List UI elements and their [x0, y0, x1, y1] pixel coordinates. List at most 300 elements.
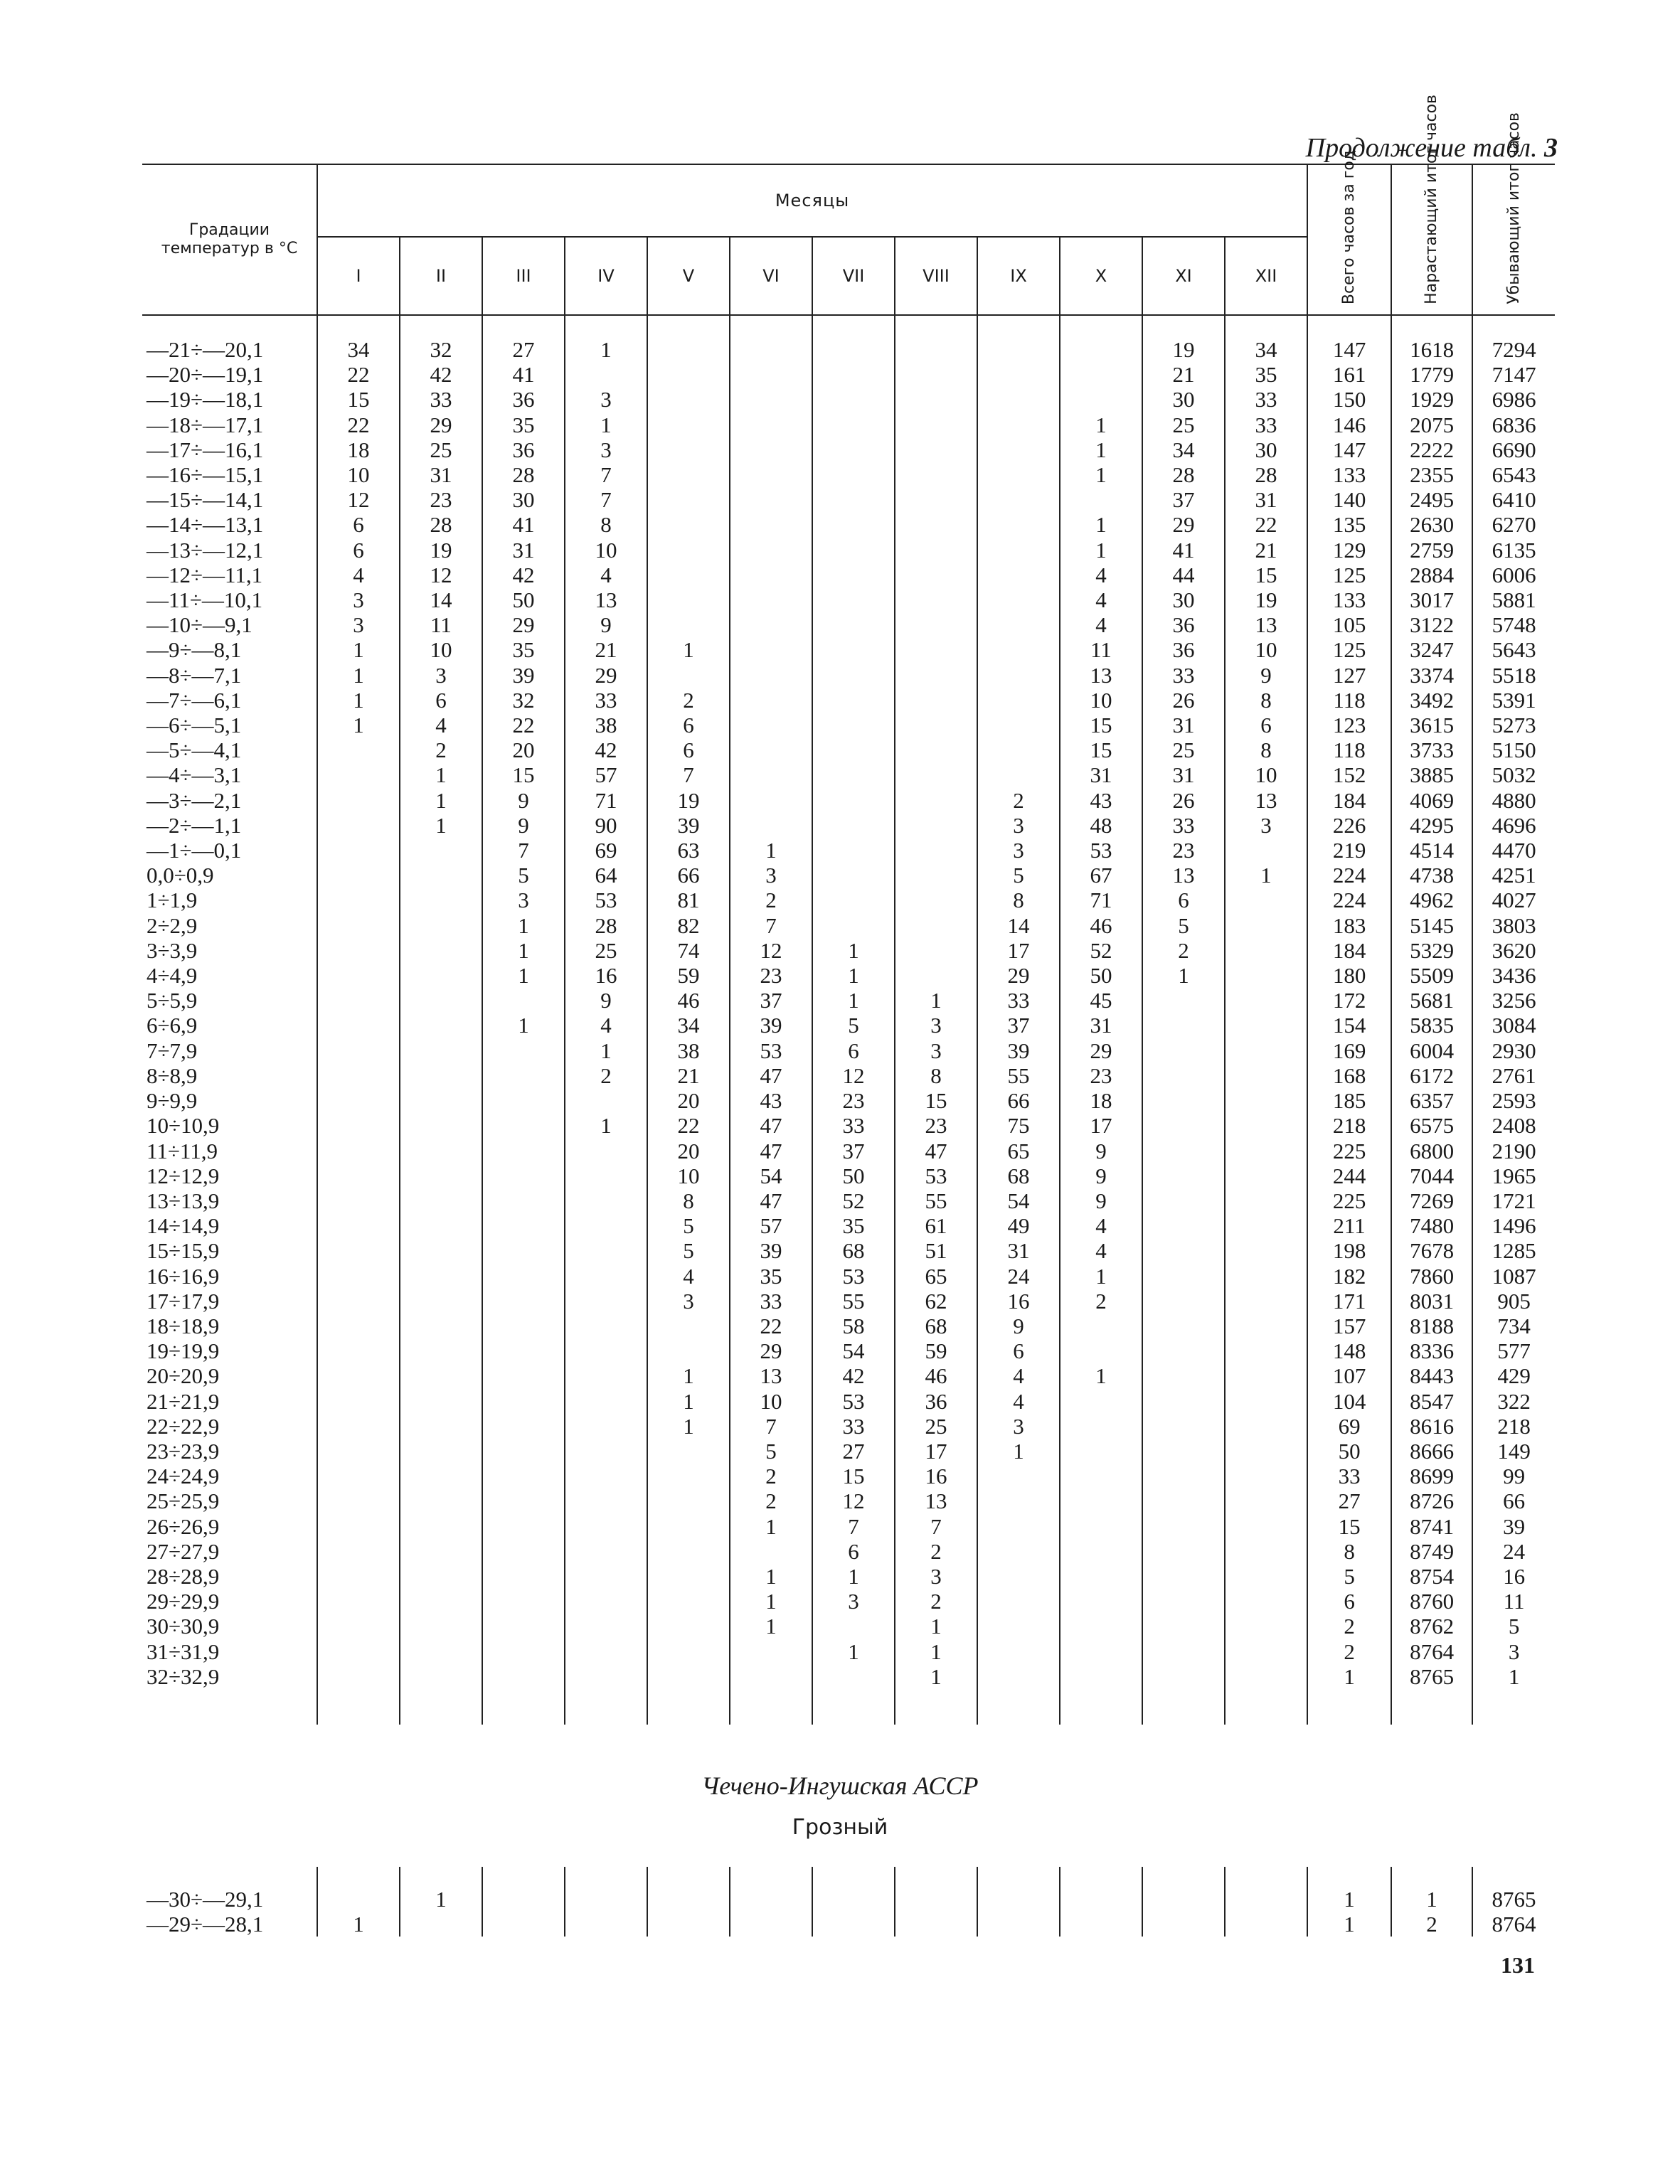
month-cell: [1060, 387, 1142, 412]
month-cell: [895, 963, 977, 988]
month-cell: 1: [812, 1639, 895, 1664]
month-cell: [977, 1639, 1060, 1664]
month-cell: [317, 888, 400, 912]
decreasing-cell: 6986: [1472, 387, 1555, 412]
month-cell: [812, 713, 895, 737]
month-cell: [647, 1664, 730, 1689]
cumulative-cell: 3885: [1391, 762, 1472, 787]
month-cell: [647, 538, 730, 563]
gradation-cell: 21÷21,9: [147, 1388, 220, 1414]
month-cell: 16: [977, 1289, 1060, 1314]
month-cell: 39: [730, 1238, 812, 1263]
month-cell: [317, 1539, 400, 1564]
month-cell: 43: [730, 1088, 812, 1113]
decreasing-cell: 4696: [1472, 813, 1555, 838]
total-cell: 129: [1307, 538, 1391, 563]
cumulative-cell: 8754: [1391, 1564, 1472, 1589]
table-row: [142, 1063, 1555, 1088]
month-cell: 7: [565, 462, 647, 487]
month-cell: [647, 1564, 730, 1589]
gradation-cell: 12÷12,9: [147, 1163, 220, 1188]
table-row: [142, 1589, 1555, 1614]
cumulative-cell: 4738: [1391, 863, 1472, 888]
month-cell: [482, 1088, 565, 1113]
month-cell: [730, 337, 812, 362]
month-cell: [977, 563, 1060, 587]
month-cell: 3: [647, 1289, 730, 1314]
month-cell: 10: [1225, 637, 1307, 662]
total-cell: 161: [1307, 362, 1391, 387]
total-cell: 172: [1307, 988, 1391, 1013]
month-cell: [482, 1264, 565, 1289]
month-cell: [812, 412, 895, 437]
month-cell: [730, 412, 812, 437]
month-cell: 30: [1225, 437, 1307, 462]
month-cell: [317, 1314, 400, 1338]
month-cell: 8: [647, 1188, 730, 1213]
month-cell: [482, 1363, 565, 1388]
month-cell: [1142, 1589, 1225, 1614]
month-cell: 5: [977, 863, 1060, 888]
month-cell: [1060, 1912, 1142, 1937]
month-cell: [565, 1539, 647, 1564]
month-cell: 1: [812, 938, 895, 963]
total-cell: 244: [1307, 1163, 1391, 1188]
total-cell: 150: [1307, 387, 1391, 412]
month-cell: [730, 1664, 812, 1689]
month-cell: [1142, 1488, 1225, 1513]
month-cell: [895, 663, 977, 688]
month-cell: 13: [895, 1488, 977, 1513]
month-cell: 15: [1225, 563, 1307, 587]
month-cell: 21: [1225, 538, 1307, 563]
month-cell: 6: [1142, 888, 1225, 912]
cumulative-cell: 6575: [1391, 1113, 1472, 1138]
grozny-table: [142, 1867, 1555, 1937]
month-cell: 1: [482, 1013, 565, 1038]
gradation-cell: 3÷3,9: [147, 937, 198, 963]
month-cell: [895, 688, 977, 713]
month-cell: 24: [977, 1264, 1060, 1289]
month-cell: 30: [482, 487, 565, 512]
month-cell: 9: [482, 788, 565, 813]
month-cell: [1060, 1564, 1142, 1589]
table-row: [142, 1188, 1555, 1213]
month-cell: 1: [482, 938, 565, 963]
month-cell: 12: [400, 563, 482, 587]
month-cell: 1: [400, 788, 482, 813]
month-cell: [895, 713, 977, 737]
month-cell: [1142, 1887, 1225, 1912]
month-cell: [400, 1038, 482, 1063]
month-cell: [400, 913, 482, 938]
month-cell: 3: [977, 838, 1060, 863]
month-cell: [647, 612, 730, 637]
cumulative-cell: 7480: [1391, 1213, 1472, 1238]
gradation-cell: 27÷27,9: [147, 1538, 220, 1564]
month-cell: [895, 888, 977, 912]
month-cell: [482, 1464, 565, 1488]
total-cell: 225: [1307, 1188, 1391, 1213]
month-cell: [647, 412, 730, 437]
month-cell: [1142, 1289, 1225, 1314]
month-cell: 64: [565, 863, 647, 888]
month-cell: [317, 1163, 400, 1188]
month-cell: 37: [977, 1013, 1060, 1038]
month-cell: 36: [1142, 637, 1225, 662]
month-cell: [317, 1389, 400, 1414]
month-cell: 18: [317, 437, 400, 462]
month-cell: [977, 1614, 1060, 1639]
month-cell: [647, 587, 730, 612]
month-cell: 32: [400, 337, 482, 362]
total-cell: 147: [1307, 437, 1391, 462]
table-row: [142, 1514, 1555, 1539]
decreasing-cell: 5518: [1472, 663, 1555, 688]
month-cell: [895, 563, 977, 587]
month-cell: [482, 1912, 565, 1937]
month-cell: 33: [565, 688, 647, 713]
gradation-cell: —29÷—28,1: [147, 1912, 264, 1937]
month-cell: 68: [895, 1314, 977, 1338]
month-cell: 19: [1225, 587, 1307, 612]
month-cell: 22: [317, 362, 400, 387]
cumulative-cell: 6800: [1391, 1139, 1472, 1163]
month-cell: [895, 437, 977, 462]
gradation-cell: —16÷—15,1: [147, 462, 264, 488]
cumulative-cell: 6357: [1391, 1088, 1472, 1113]
month-cell: [1225, 1314, 1307, 1338]
month-cell: 33: [1142, 663, 1225, 688]
month-cell: [400, 1389, 482, 1414]
month-cell: [1142, 1639, 1225, 1664]
month-cell: 1: [895, 1664, 977, 1689]
month-cell: 16: [895, 1464, 977, 1488]
table-row: [142, 538, 1555, 563]
month-cell: 35: [482, 637, 565, 662]
month-cell: 4: [977, 1389, 1060, 1414]
month-cell: [730, 688, 812, 713]
month-cell: 25: [1142, 737, 1225, 762]
month-cell: [400, 1564, 482, 1589]
month-cell: 47: [730, 1139, 812, 1163]
month-cell: [400, 1539, 482, 1564]
table-row: [142, 963, 1555, 988]
month-cell: 52: [812, 1188, 895, 1213]
month-cell: [400, 1264, 482, 1289]
month-cell: 13: [1142, 863, 1225, 888]
month-cell: [317, 1264, 400, 1289]
month-cell: 32: [482, 688, 565, 713]
month-cell: 1: [565, 1113, 647, 1138]
gradation-cell: 13÷13,9: [147, 1188, 220, 1213]
table-row: [142, 1439, 1555, 1464]
decreasing-cell: 4027: [1472, 888, 1555, 912]
month-cell: 65: [977, 1139, 1060, 1163]
cumulative-cell: 8749: [1391, 1539, 1472, 1564]
month-cell: 54: [977, 1188, 1060, 1213]
month-cell: [317, 1063, 400, 1088]
cumulative-cell: 8616: [1391, 1414, 1472, 1439]
month-cell: 5: [1142, 913, 1225, 938]
cumulative-cell: 8760: [1391, 1589, 1472, 1614]
month-cell: 1: [1060, 1264, 1142, 1289]
month-cell: 1: [812, 988, 895, 1013]
gradation-cell: 10÷10,9: [147, 1113, 220, 1139]
total-cell: 1: [1307, 1887, 1391, 1912]
total-cell: 50: [1307, 1439, 1391, 1464]
month-cell: 39: [977, 1038, 1060, 1063]
gradation-cell: —18÷—17,1: [147, 412, 264, 437]
gradation-cell: 5÷5,9: [147, 988, 198, 1013]
month-cell: 50: [812, 1163, 895, 1188]
month-cell: [730, 563, 812, 587]
month-cell: 1: [730, 838, 812, 863]
month-cell: [482, 1139, 565, 1163]
month-cell: 38: [647, 1038, 730, 1063]
gradation-cell: 2÷2,9: [147, 912, 198, 938]
cumulative-cell: 8031: [1391, 1289, 1472, 1314]
table-row: [142, 762, 1555, 787]
month-cell: 1: [317, 1912, 400, 1937]
total-cell: 184: [1307, 938, 1391, 963]
month-cell: [1225, 1238, 1307, 1263]
month-cell: [1060, 1887, 1142, 1912]
total-cell: 123: [1307, 713, 1391, 737]
month-cell: 35: [730, 1264, 812, 1289]
month-cell: [647, 387, 730, 412]
month-cell: [1060, 1639, 1142, 1664]
month-cell: [730, 663, 812, 688]
month-cell: 6: [812, 1038, 895, 1063]
month-cell: 69: [565, 838, 647, 863]
month-cell: [812, 1887, 895, 1912]
cumulative-cell: 3492: [1391, 688, 1472, 713]
month-cell: [400, 1363, 482, 1388]
month-cell: [647, 1589, 730, 1614]
month-cell: [565, 1139, 647, 1163]
gradation-cell: —21÷—20,1: [147, 337, 264, 362]
month-cell: 1: [647, 637, 730, 662]
table-row: [142, 1389, 1555, 1414]
month-cell: [730, 437, 812, 462]
month-cell: [730, 512, 812, 537]
month-cell: [977, 1539, 1060, 1564]
month-cell: [565, 1289, 647, 1314]
month-cell: 1: [565, 1038, 647, 1063]
cumulative-cell: 4514: [1391, 838, 1472, 863]
month-cell: 1: [317, 637, 400, 662]
month-cell: 11: [400, 612, 482, 637]
month-cell: 53: [812, 1264, 895, 1289]
total-cell: 157: [1307, 1314, 1391, 1338]
cumulative-cell: 7044: [1391, 1163, 1472, 1188]
month-cell: 1: [1060, 538, 1142, 563]
month-cell: 37: [730, 988, 812, 1013]
table-row: [142, 1614, 1555, 1639]
month-cell: [400, 1113, 482, 1138]
month-cell: [977, 713, 1060, 737]
month-cell: 7: [812, 1514, 895, 1539]
month-cell: 3: [895, 1564, 977, 1589]
month-cell: 3: [317, 587, 400, 612]
month-cell: [1225, 1539, 1307, 1564]
month-cell: [317, 913, 400, 938]
table-row: [142, 913, 1555, 938]
table-row: [142, 1013, 1555, 1038]
month-cell: 19: [1142, 337, 1225, 362]
month-cell: [977, 1887, 1060, 1912]
month-cell: 6: [812, 1539, 895, 1564]
month-cell: [647, 563, 730, 587]
gradation-cell: —6÷—5,1: [147, 713, 242, 738]
month-cell: [400, 1213, 482, 1238]
month-cell: [730, 462, 812, 487]
month-cell: [400, 1664, 482, 1689]
month-cell: 10: [1060, 688, 1142, 713]
month-cell: [812, 838, 895, 863]
cumulative-cell: 8443: [1391, 1363, 1472, 1388]
month-cell: [400, 1188, 482, 1213]
cumulative-cell: 2: [1391, 1912, 1472, 1937]
month-cell: [977, 1664, 1060, 1689]
month-cell: [730, 637, 812, 662]
decreasing-cell: 4470: [1472, 838, 1555, 863]
month-cell: 38: [565, 713, 647, 737]
month-cell: [1060, 1338, 1142, 1363]
page-number: 131: [1501, 1952, 1535, 1978]
month-cell: [1060, 1514, 1142, 1539]
month-cell: 15: [812, 1464, 895, 1488]
month-cell: 36: [482, 387, 565, 412]
table-row: [142, 1464, 1555, 1488]
month-cell: 33: [812, 1414, 895, 1439]
month-cell: 46: [895, 1363, 977, 1388]
month-cell: 68: [812, 1238, 895, 1263]
month-cell: [1225, 938, 1307, 963]
gradation-cell: 8÷8,9: [147, 1062, 198, 1088]
month-cell: [482, 1063, 565, 1088]
month-cell: [400, 1912, 482, 1937]
table-row: [142, 1564, 1555, 1589]
month-cell: [1142, 1514, 1225, 1539]
month-cell: 7: [730, 913, 812, 938]
cumulative-cell: 3247: [1391, 637, 1472, 662]
decreasing-cell: 99: [1472, 1464, 1555, 1488]
month-cell: [317, 1464, 400, 1488]
month-cell: [977, 387, 1060, 412]
month-cell: [400, 863, 482, 888]
month-cell: [730, 713, 812, 737]
month-cell: [1142, 1664, 1225, 1689]
month-cell: [1142, 1264, 1225, 1289]
month-cell: [1225, 1013, 1307, 1038]
month-cell: 17: [895, 1439, 977, 1464]
month-cell: 59: [895, 1338, 977, 1363]
month-cell: 42: [565, 737, 647, 762]
total-cell: 219: [1307, 838, 1391, 863]
month-cell: [317, 1038, 400, 1063]
month-cell: [730, 612, 812, 637]
month-cell: 6: [1225, 713, 1307, 737]
month-cell: [1225, 1264, 1307, 1289]
month-cell: [647, 1539, 730, 1564]
month-cell: [317, 1139, 400, 1163]
month-cell: 33: [977, 988, 1060, 1013]
month-cell: 5: [647, 1213, 730, 1238]
month-cell: [977, 1912, 1060, 1937]
cumulative-cell: 5145: [1391, 913, 1472, 938]
month-cell: 13: [565, 587, 647, 612]
month-cell: 27: [812, 1439, 895, 1464]
cumulative-cell: 8547: [1391, 1389, 1472, 1414]
month-cell: [1225, 1514, 1307, 1539]
month-cell: 31: [482, 538, 565, 563]
month-cell: 12: [730, 938, 812, 963]
decreasing-cell: 577: [1472, 1338, 1555, 1363]
month-cell: 33: [400, 387, 482, 412]
decreasing-cell: 3256: [1472, 988, 1555, 1013]
month-cell: 43: [1060, 788, 1142, 813]
month-cell: 6: [647, 737, 730, 762]
month-cell: [647, 362, 730, 387]
gradation-cell: 16÷16,9: [147, 1263, 220, 1289]
table-row: [142, 1264, 1555, 1289]
month-cell: [317, 1088, 400, 1113]
month-cell: 4: [565, 1013, 647, 1038]
cumulative-cell: 8188: [1391, 1314, 1472, 1338]
month-cell: [565, 1088, 647, 1113]
month-cell: 1: [977, 1439, 1060, 1464]
month-cell: [812, 1664, 895, 1689]
month-cell: 36: [482, 437, 565, 462]
month-cell: [812, 913, 895, 938]
gradation-cell: —13÷—12,1: [147, 537, 264, 563]
month-cell: 6: [400, 688, 482, 713]
gradation-cell: 4÷4,9: [147, 963, 198, 989]
total-cell: 125: [1307, 563, 1391, 587]
month-cell: [730, 587, 812, 612]
gradation-cell: —14÷—13,1: [147, 512, 264, 538]
month-cell: 21: [565, 637, 647, 662]
month-header-1: I: [317, 237, 400, 315]
month-cell: [400, 938, 482, 963]
month-cell: 8: [977, 888, 1060, 912]
gradation-cell: 20÷20,9: [147, 1363, 220, 1389]
month-cell: [482, 1213, 565, 1238]
region-title: Чечено-Ингушская АССР: [701, 1772, 979, 1800]
month-cell: [730, 813, 812, 838]
month-cell: [647, 1614, 730, 1639]
month-cell: [977, 612, 1060, 637]
table-row: [142, 512, 1555, 537]
month-cell: [895, 538, 977, 563]
month-cell: [317, 737, 400, 762]
month-cell: 1: [1142, 963, 1225, 988]
month-cell: [1060, 362, 1142, 387]
month-cell: 66: [647, 863, 730, 888]
total-cell: 2: [1307, 1639, 1391, 1664]
month-cell: 81: [647, 888, 730, 912]
month-cell: 55: [812, 1289, 895, 1314]
gradation-cell: —4÷—3,1: [147, 762, 242, 788]
month-cell: 30: [1142, 587, 1225, 612]
month-cell: [565, 1188, 647, 1213]
month-cell: [1060, 1664, 1142, 1689]
month-cell: [1060, 1464, 1142, 1488]
decreasing-cell: 2408: [1472, 1113, 1555, 1138]
month-cell: 25: [1142, 412, 1225, 437]
